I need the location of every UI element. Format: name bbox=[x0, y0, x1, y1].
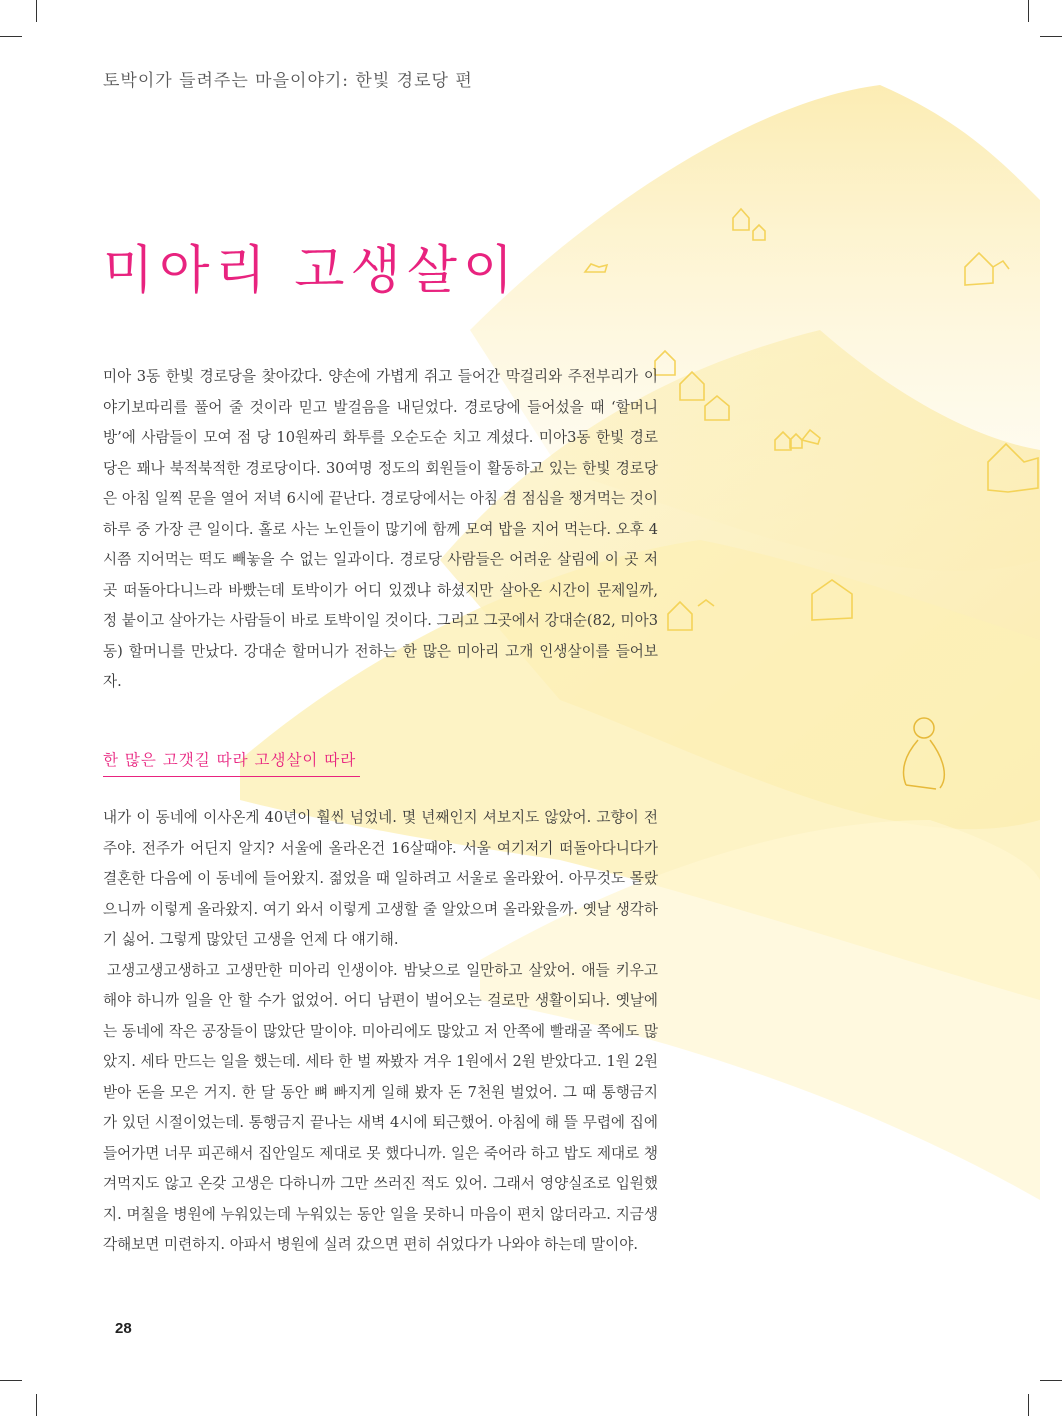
story-text bbox=[103, 803, 658, 1261]
page-number: 28 bbox=[115, 1320, 132, 1337]
story-paragraph: 고생고생고생하고 고생만한 미아리 인생이야. 밤낮으로 일만하고 살았어. 애들 키우고 해야 하니까 일을 안 할 수가 없었어. 어디 남편이 벌어오는 걸로만 생활이되나. 옛날에는 동네에 작은 공장들이 많았단 말이야. 미아리에도 많았고 저 안쪽에 빨래골 쪽에도 많았지. 세타 만드는 일을 했는데. 세타 한 벌 짜봤자 겨우 1원에서 2원 받았다고. 1원 2원 받아 돈을 모은 거지. 한 달 동안 뼈 빠지게 일해 봤자 돈 7천원 벌었어. 그 때 통행금지가 있던 시절이었는데. 통행금지 끝나는 새벽 4시에 퇴근했어. 아침에 해 뜰 무렵에 집에 들어가면 너무 피곤해서 집안일도 제대로 못 했다니까. 일은 죽어라 하고 밥도 제대로 챙겨먹지도 않고 온갖 고생은 다하니까 그만 쓰러진 적도 있어. 그래서 영양실조로 입원했지. 며칠을 병원에 누워있는데 누워있는 동안 일을 못하니 마음이 편치 않더라고. 지금생각해보면 미련하지. 아파서 병원에 실려 갔으면 편히 쉬었다가 나와야 하는데 말이야. bbox=[103, 961, 658, 1253]
article-title: 미아리 고생살이 bbox=[103, 241, 520, 301]
intro-text: 미아 3동 한빛 경로당을 찾아갔다. 양손에 가볍게 쥐고 들어간 막걸리와 주전부리가 이야기보따리를 풀어 줄 것이라 믿고 발걸음을 내딛었다. 경로당에 들어섰을 때 ‘할머니 방’에 사람들이 모여 점 당 10원짜리 화투를 오순도순 치고 계셨다. 미아3동 한빛 경로당은 꽤나 북적북적한 경로당이다. 30여명 정도의 회원들이 활동하고 있는 한빛 경로당은 아침 일찍 문을 열어 저녁 6시에 끝난다. 경로당에서는 아침 겸 점심을 챙겨먹는 것이 하루 중 가장 큰 일이다. 홀로 사는 노인들이 많기에 함께 모여 밥을 지어 먹는다. 오후 4시쯤 지어먹는 떡도 빼놓을 수 없는 일과이다. 경로당 사람들은 어려운 살림에 이 곳 저 곳 떠돌아다니느라 바빴는데 토박이가 어디 있겠냐 하셨지만 살아온 시간이 문제일까, 정 붙이고 살아가는 사람들이 바로 토박이일 것이다. 그리고 그곳에서 강대순(82, 미아3동) 할머니를 만났다. 강대순 할머니가 전하는 한 많은 미아리 고개 인생살이를 들어보자. bbox=[103, 368, 658, 690]
intro-paragraph bbox=[103, 362, 658, 698]
section-heading: 한 많은 고갯길 따라 고생살이 따라 bbox=[103, 748, 360, 777]
story-paragraph: 내가 이 동네에 이사온게 40년이 훨씬 넘었네. 몇 년째인지 셔보지도 않았어. 고향이 전주야. 전주가 어딘지 알지? 서울에 올라온건 16살때야. 서울 여기저기 떠돌아다니다가 결혼한 다음에 이 동네에 들어왔지. 젊었을 때 일하려고 서울로 올라왔어. 아무것도 몰랐으니까 이렇게 올라왔지. 여기 와서 이렇게 고생할 줄 알았으며 올라왔을까. 옛날 생각하기 싫어. 그렇게 많았던 고생을 언제 다 얘기해. bbox=[103, 809, 658, 948]
running-header: 토박이가 들려주는 마을이야기: 한빛 경로당 편 bbox=[103, 71, 473, 91]
